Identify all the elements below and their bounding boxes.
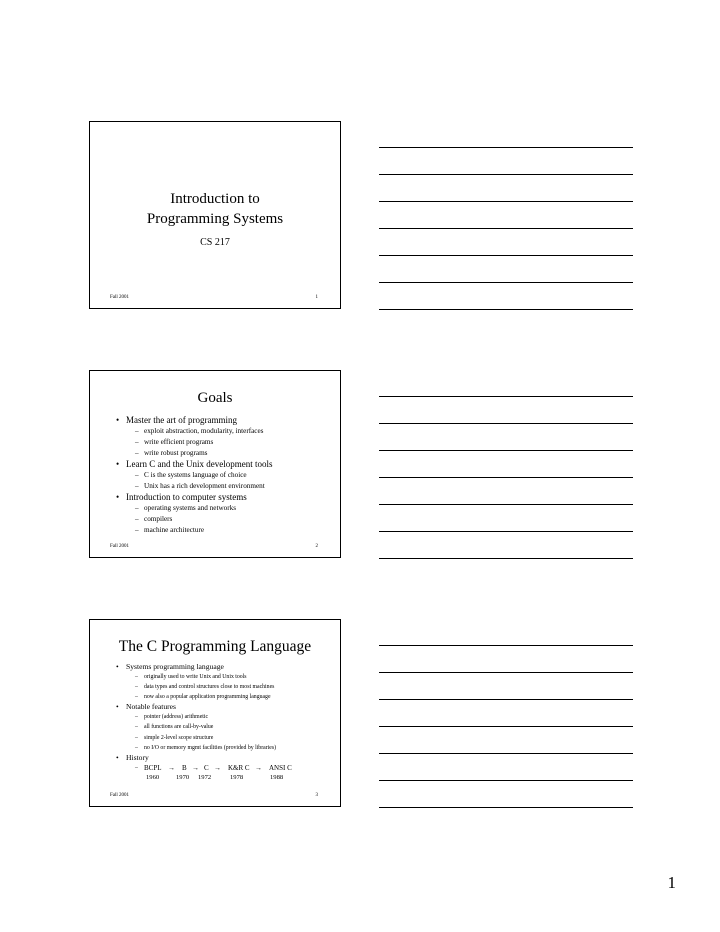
bullet-list (116, 662, 334, 783)
sub-bullet-list (126, 503, 334, 536)
sub-bullet-item: – machine architecture (135, 525, 334, 536)
bullet-list (116, 415, 334, 536)
history-year: 1972 (198, 773, 212, 781)
history-language: ANSI C (269, 763, 292, 772)
arrow-icon: → (255, 763, 262, 772)
slide-3 (89, 619, 341, 807)
slide-title: The C Programming Language (118, 638, 312, 655)
note-line (379, 450, 633, 451)
bullet-item: • Notable features – pointer (address) arithmetic – all functions are call-by-value – simple 2-level scope structure – no I/O or memory mgmt facilities (provided by libraries) (116, 702, 334, 753)
sub-bullet-item: – all functions are call-by-value (135, 722, 334, 732)
sub-bullet-item: – C is the systems language of choice (135, 470, 334, 481)
note-line (379, 645, 633, 646)
slide-footer-number: 2 (315, 544, 318, 549)
bullet-item: • Systems programming language – originally used to write Unix and Unix tools – data types and control structures close to most machines – now also a popular application programming language (116, 662, 334, 702)
history-language: C (204, 763, 209, 772)
history-year: 1960 (146, 773, 160, 781)
sub-bullet-list (126, 470, 334, 492)
note-line (379, 726, 633, 727)
note-line (379, 228, 633, 229)
sub-bullet-item: – write robust programs (135, 448, 334, 459)
note-line (379, 309, 633, 310)
bullet-item: • History – BCPL → B → C → K&R C → ANSI C 1960 1970 1972 1978 1988 (116, 753, 334, 783)
note-line (379, 396, 633, 397)
slide-2 (89, 370, 341, 558)
slide-footer-number: 3 (315, 793, 318, 798)
slide-title-line-2: Programming Systems (146, 211, 284, 227)
note-line (379, 699, 633, 700)
slide-title: Goals (197, 390, 233, 406)
arrow-icon: → (192, 763, 199, 772)
page-number: 1 (667, 873, 676, 892)
history-language: – BCPL (144, 763, 162, 772)
note-line (379, 780, 633, 781)
history-language: K&R C (228, 763, 250, 772)
slide-footer-date: Fall 2001 (110, 544, 130, 549)
note-line (379, 147, 633, 148)
note-line (379, 423, 633, 424)
history-year: 1970 (176, 773, 190, 781)
note-line (379, 672, 633, 673)
sub-bullet-item: – now also a popular application programming language (135, 692, 334, 702)
sub-bullet-item: – exploit abstraction, modularity, interfaces (135, 426, 334, 437)
slide-1 (89, 121, 341, 309)
bullet-item: • Learn C and the Unix development tools – C is the systems language of choice – Unix has a rich development environment (116, 459, 334, 492)
history-languages-row (144, 763, 334, 773)
note-line (379, 255, 633, 256)
sub-bullet-item: – pointer (address) arithmetic (135, 712, 334, 722)
history-year: 1978 (230, 773, 244, 781)
slide-subtitle: CS 217 (200, 237, 230, 248)
sub-bullet-item: – originally used to write Unix and Unix tools (135, 672, 334, 682)
slide-title-line-1: Introduction to (170, 191, 260, 207)
note-line (379, 504, 633, 505)
slide-footer-number: 1 (315, 295, 318, 300)
note-line (379, 282, 633, 283)
note-line (379, 477, 633, 478)
sub-bullet-list (126, 672, 334, 703)
history-year: 1988 (270, 773, 284, 781)
slide-footer-date: Fall 2001 (110, 295, 130, 300)
sub-bullet-item: – compilers (135, 514, 334, 525)
sub-bullet-item: – Unix has a rich development environment (135, 481, 334, 492)
sub-bullet-item: – write efficient programs (135, 437, 334, 448)
title-block (90, 189, 340, 248)
arrow-icon: → (168, 763, 175, 772)
slide-footer-date: Fall 2001 (110, 793, 130, 798)
sub-bullet-item: – data types and control structures close to most machines (135, 682, 334, 692)
arrow-icon: → (214, 763, 221, 772)
history-years-row (144, 773, 334, 783)
sub-bullet-list (126, 763, 334, 783)
note-line (379, 753, 633, 754)
note-line (379, 558, 633, 559)
note-line (379, 531, 633, 532)
bullet-item: • Introduction to computer systems – operating systems and networks – compilers – machine architecture (116, 492, 334, 536)
history-language: B (182, 763, 187, 772)
sub-bullet-list (126, 712, 334, 753)
bullet-item: • Master the art of programming – exploit abstraction, modularity, interfaces – write efficient programs – write robust programs (116, 415, 334, 459)
sub-bullet-item: – no I/O or memory mgmt facilities (provided by libraries) (135, 743, 334, 753)
note-line (379, 807, 633, 808)
note-line (379, 201, 633, 202)
sub-bullet-list (126, 426, 334, 459)
note-line (379, 174, 633, 175)
sub-bullet-item: – operating systems and networks (135, 503, 334, 514)
history-timeline (135, 763, 334, 783)
sub-bullet-item: – simple 2-level scope structure (135, 733, 334, 743)
